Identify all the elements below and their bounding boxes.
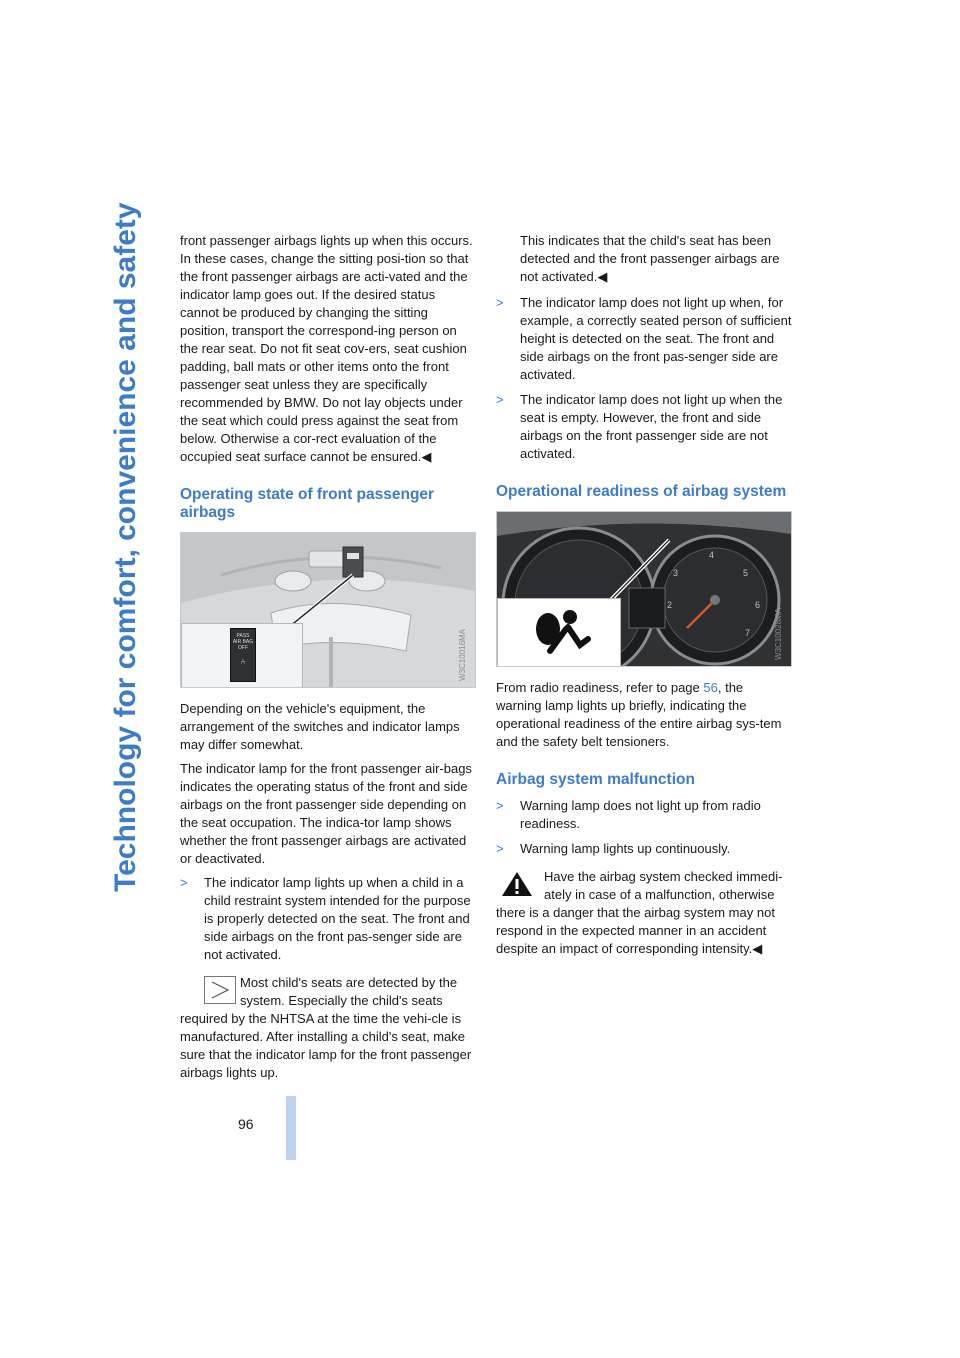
malfunction-heading: Airbag system malfunction [496,771,695,788]
chapter-title-text: Technology for comfort, convenience and safety [109,202,142,892]
equipment-paragraph: Depending on the vehicle's equipment, the arrangement of the switches and indicator lamps may differ somewhat. [180,701,460,752]
figure-code: W3C10028MA [774,607,783,660]
readiness-heading: Operational readiness of airbag system [496,483,787,500]
bullet-no-light: > Warning lamp does not light up from radio readiness. [496,798,761,831]
bullet-mark: > [180,875,188,890]
right-column [496,232,792,958]
continued-paragraph: This indicates that the child's seat has been detected and the front passenger airbags are not activated.◀ [520,233,780,284]
svg-text:2: 2 [667,600,673,610]
passenger-airbag-figure [180,532,476,688]
seat-icon: ⑃ [240,657,246,666]
svg-text:3: 3 [673,568,679,578]
note-block: Most child's seats are detected by the system. Especially the child's seats required by the NHTSA at the time the vehi-cle is manufactured. After installing a child's seat, make sure that the indicator lamp for the front passenger airbags lights up. [180,975,472,1080]
bullet-continuous: > Warning lamp lights up continuously. [496,841,731,856]
airbag-warning-icon [498,599,620,667]
bullet-person-seated: > The indicator lamp does not light up when, for example, a correctly seated person of sufficient height is detected on the seat. The front and side airbags on the front pas-senger side are activated. [496,295,792,382]
svg-text:6: 6 [755,600,761,610]
instrument-cluster-figure [496,511,792,667]
page-number: 96 [238,1116,254,1132]
section-heading: Operating state of front passenger airbags [180,486,435,521]
end-mark: ◀ [421,449,432,464]
indicator-inset [181,623,303,688]
warning-triangle-icon [500,870,534,898]
chapter-title [96,202,156,892]
figure-code: W3C10016MA [458,628,467,681]
airbag-off-lamp: PASS AIR BAG OFF ⑃ [230,628,256,682]
indicator-paragraph: The indicator lamp for the front passenger air-bags indicates the operating status of the front and side airbags on the front passenger side depending on the seat occupation. The indica-tor lamp shows whether the front passenger airbags are activated or deactivated. [180,761,472,866]
page-marker-bar [286,1096,296,1160]
intro-paragraph: front passenger airbags lights up when this occurs. In these cases, change the sitting posi-tion so that the front passenger airbags are acti-vated and the indicator lamp goes out. If the desired status cannot be produced by changing the sitting position, transport the correspond-ing person on the rear seat. Do not fit seat cov-ers, seat cushion padding, ball mats or other items onto the front passenger seat unless they are specifically recommended by BMW. Do not lay objects under the seat which could press against the seat from below. Otherwise a cor-rect evaluation of the occupied seat surface cannot be ensured.◀ [180,233,473,464]
note-icon [204,976,236,1004]
readiness-paragraph: From radio readiness, refer to page 56, the warning lamp lights up briefly, indicating the operational readiness of the entire airbag sys-tem and the safety belt tensioners. [496,680,782,749]
left-column [180,232,476,1082]
page-link[interactable]: 56 [703,680,718,695]
svg-text:4: 4 [709,550,715,560]
svg-text:5: 5 [743,568,749,578]
svg-text:7: 7 [745,628,751,638]
bullet-seat-empty: > The indicator lamp does not light up when the seat is empty. However, the front and side airbags on the front passenger side are not activated. [496,392,783,461]
triangle-right-icon [208,980,232,1000]
warning-block: Have the airbag system checked immedi-ately in case of a malfunction, otherwise there is a danger that the airbag system may not respond in the expected manner in an accident despite an impact of corresponding intensity.◀ [496,869,783,956]
bullet-child-detected: > The indicator lamp lights up when a child in a child restraint system intended for the purpose is properly detected on the seat. The front and side airbags on the front pas-senger side are not activated. [180,875,471,962]
airbag-warning-inset [497,598,621,667]
